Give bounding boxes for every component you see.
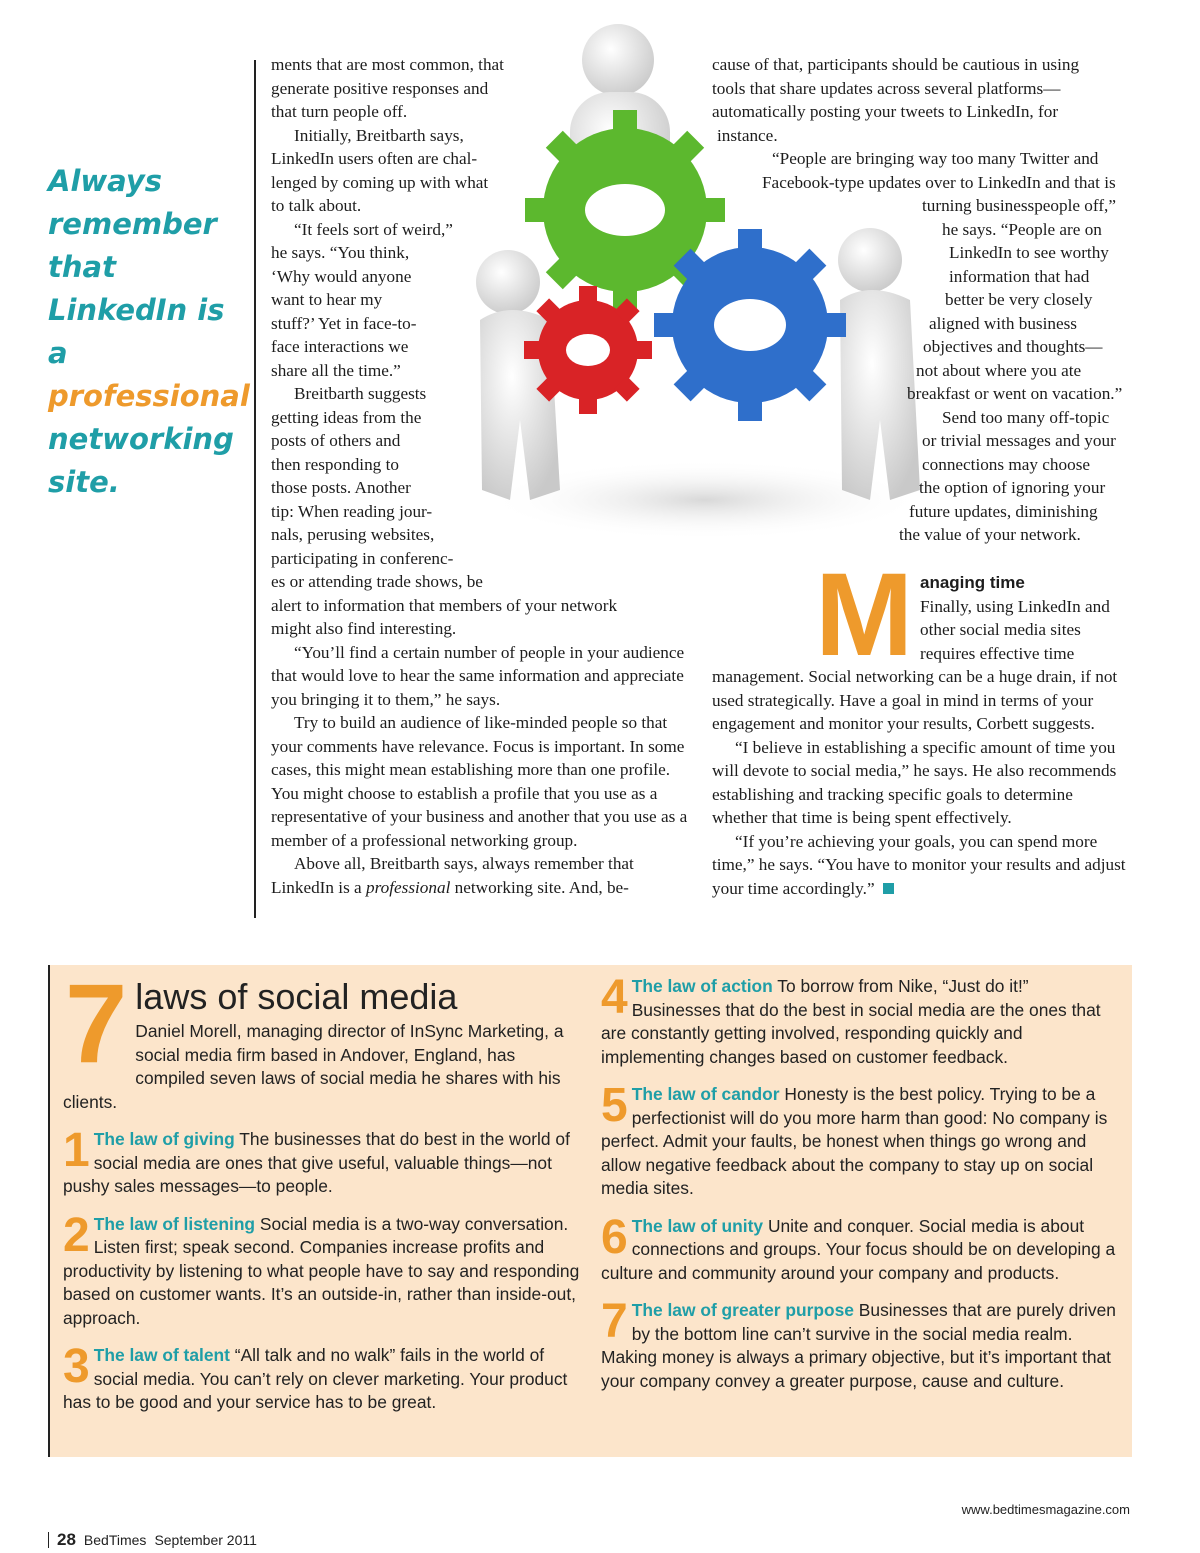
paragraph: [271, 53, 691, 124]
publication-name: BedTimes: [83, 1532, 147, 1548]
law-item: [601, 1295, 1121, 1393]
text-line: participating in conferenc-: [271, 548, 454, 568]
text-line: might also find interesting.: [271, 619, 457, 638]
law-item: [63, 1124, 583, 1199]
text-line: information that had: [949, 266, 1090, 286]
text-line: lenged by coming up with what: [271, 172, 489, 192]
pull-quote-line: remember: [48, 207, 217, 241]
law-number: 4: [601, 971, 628, 1024]
text-line: he says. “People are on: [942, 219, 1102, 239]
text-line: connections may choose: [922, 454, 1091, 474]
section-heading: anaging time: [920, 573, 1025, 592]
text-line: posts of others and: [271, 431, 401, 450]
law-item: [63, 1340, 583, 1415]
text-line: want to hear my: [271, 290, 383, 309]
law-number: 2: [63, 1208, 90, 1262]
law-number: 6: [601, 1210, 628, 1264]
sidebar-column-right: [601, 971, 1121, 1393]
pull-quote-line: networking: [48, 422, 234, 456]
text-line: other social media sites: [920, 620, 1081, 639]
text-line: not about where you ate: [916, 360, 1082, 380]
law-name: The law of action: [631, 976, 773, 996]
end-mark-icon: [883, 883, 894, 894]
paragraph: Try to build an audience of like-minded people so that your comments have relevance. Focus is important. In some cases, this might mean establishing more than one profile. You might choose to establish a profile that you use as a representative of your business and another that you use as a member of a professional networking group.: [271, 713, 688, 850]
text-line: ‘Why would anyone: [271, 266, 412, 286]
law-number: 3: [63, 1340, 90, 1393]
text-line: getting ideas from the: [271, 407, 422, 427]
text-line: to talk about.: [271, 196, 362, 215]
text-line: es or attending trade shows, be: [271, 572, 483, 591]
law-text: The businesses that do best in the world of social media are ones that give useful, valuable things—not pushy sales messages—to people.: [63, 1129, 570, 1196]
law-item: [601, 971, 1121, 1069]
text-line: generate positive responses and: [271, 78, 489, 98]
text-line: stuff?’ Yet in face-to-: [271, 313, 417, 333]
text-line: Finally, using LinkedIn and: [920, 596, 1110, 616]
text-line: Facebook-type updates over to LinkedIn and that is: [762, 172, 1116, 192]
sidebar-column-left: [63, 961, 583, 1415]
sidebar-rule: [48, 965, 50, 1457]
law-name: The law of greater purpose: [631, 1300, 854, 1320]
text-line: tools that share updates across several platforms—: [712, 78, 1061, 98]
text-line: Initially, Breitbarth says,: [294, 125, 464, 145]
text-line: cause of that, participants should be cautious in using: [712, 55, 1080, 74]
sidebar-intro: Daniel Morell, managing director of InSync Marketing, a social media firm based in Andover, England, has compiled seven laws of social media he shares with his clients.: [63, 1021, 564, 1112]
issue-date: September 2011: [154, 1532, 257, 1548]
section-intro: [920, 571, 1135, 665]
paragraph: [712, 406, 1132, 547]
law-name: The law of unity: [631, 1215, 764, 1236]
sidebar-title: laws of social media: [135, 976, 458, 1017]
law-text: Social media is a two-way conversation. Listen first; speak second. Companies increase profits and productivity by listening to what people have to say and responding based on customer wants. It’s an outside-in, rather than inside-out, approach.: [63, 1213, 580, 1328]
text-line: instance.: [717, 125, 778, 145]
text-line: tip: When reading jour-: [271, 501, 433, 521]
law-text: Honesty is the best policy. Trying to be a perfectionist will do you more harm than good: No company is perfect. Admit your faults, be honest when things go wrong and allow negative feedback about the company to stay up on social media sites.: [601, 1084, 1108, 1198]
law-text: “All talk and no walk” fails in the world of social media. You can’t rely on clever marketing. Your product has to be good and your service has to be great.: [63, 1345, 568, 1412]
text-line: share all the time.”: [271, 360, 401, 380]
law-item: [63, 1208, 583, 1331]
footer-divider: [48, 1532, 49, 1548]
paragraph: “You’ll find a certain number of people in your audience that would love to hear the same information and appreciate you bringing it to them,” he says.: [271, 642, 685, 709]
text-line: nals, perusing websites,: [271, 525, 435, 544]
text-line: LinkedIn users often are chal-: [271, 149, 478, 168]
text-line: those posts. Another: [271, 478, 411, 497]
law-name: The law of talent: [93, 1345, 230, 1365]
text-line: requires effective time: [920, 643, 1075, 663]
law-text: Unite and conquer. Social media is about connections and groups. Your focus should be on developing a culture and community around your company and products.: [601, 1215, 1116, 1283]
text-line: objectives and thoughts—: [923, 337, 1103, 356]
law-text: To borrow from Nike, “Just do it!” Businesses that do the best in social media are the ones that are constantly getting involved, responding quickly and implementing changes based on customer feedback.: [601, 976, 1101, 1067]
text-line: “It feels sort of weird,”: [294, 219, 453, 239]
law-number: 5: [601, 1079, 628, 1132]
page-number: 28: [57, 1530, 76, 1549]
paragraph: [920, 595, 1135, 666]
page-footer: [48, 1530, 257, 1550]
text-line: LinkedIn to see worthy: [949, 243, 1109, 262]
text-line: face interactions we: [271, 337, 409, 356]
text-line: he says. “You think,: [271, 243, 410, 262]
pull-quote-line: site.: [48, 465, 120, 499]
text-line: Breitbarth suggests: [294, 384, 427, 403]
text-line: automatically posting your tweets to LinkedIn, for: [712, 102, 1059, 121]
pull-quote: [48, 160, 250, 504]
paragraph: [271, 382, 691, 641]
article-column-right-bottom: [712, 665, 1132, 900]
text-line: aligned with business: [929, 313, 1077, 333]
text-line: alert to information that members of your network: [271, 595, 618, 615]
text-line: better be very closely: [945, 290, 1093, 309]
text-line: then responding to: [271, 454, 399, 474]
paragraph: [712, 53, 1132, 147]
text-line: the value of your network.: [899, 525, 1081, 544]
pull-quote-line: Always: [48, 164, 163, 198]
law-item: [601, 1079, 1121, 1201]
law-text: Businesses that are purely driven by the bottom line can’t survive in the social media realm. Making money is always a primary objective, but it’s important that your company convey a greater purpose, cause and culture.: [601, 1300, 1116, 1391]
big-number: 7: [65, 961, 128, 1086]
article-column-left: [271, 53, 691, 899]
paragraph: [712, 147, 1132, 406]
text-line: Send too many off-topic: [942, 407, 1110, 427]
law-name: The law of listening: [93, 1213, 256, 1234]
text-line: breakfast or went on vacation.”: [907, 384, 1123, 403]
paragraph: management. Social networking can be a huge drain, if not used strategically. Have a goal in mind in terms of your engagement and monitor your results, Corbett suggests.: [712, 667, 1118, 733]
column-divider: [254, 60, 256, 918]
text-line: turning businesspeople off,”: [922, 196, 1116, 215]
paragraph: [271, 218, 691, 383]
paragraph: “I believe in establishing a specific amount of time you will devote to social media,” he says. He also recommends establishing and tracking specific goals to determine whether that time is being spent effectively.: [712, 737, 1117, 827]
text-line: that turn people off.: [271, 102, 408, 121]
text-line: or trivial messages and your: [922, 431, 1116, 450]
text-line: the option of ignoring your: [919, 478, 1106, 497]
article-column-right: [712, 53, 1132, 547]
law-name: The law of giving: [93, 1129, 235, 1149]
paragraph: [271, 124, 691, 218]
law-item: [601, 1210, 1121, 1286]
paragraph: Above all, Breitbarth says, always remember that LinkedIn is a professional networking site. And, be-: [271, 854, 634, 897]
law-number: 1: [63, 1124, 90, 1177]
paragraph: “If you’re achieving your goals, you can spend more time,” he says. “You have to monitor your results and adjust your time accordingly.”: [712, 831, 1126, 898]
pull-quote-line: that: [48, 250, 116, 284]
law-number: 7: [601, 1295, 628, 1348]
pull-quote-highlight: professional: [48, 379, 250, 413]
text-line: future updates, diminishing: [909, 501, 1098, 521]
text-line: ments that are most common, that: [271, 55, 504, 74]
drop-cap: M: [815, 549, 914, 681]
website-url: www.bedtimesmagazine.com: [961, 1502, 1130, 1517]
pull-quote-line: LinkedIn is a: [48, 293, 225, 370]
law-name: The law of candor: [631, 1084, 780, 1104]
text-line: “People are bringing way too many Twitter and: [772, 149, 1099, 168]
